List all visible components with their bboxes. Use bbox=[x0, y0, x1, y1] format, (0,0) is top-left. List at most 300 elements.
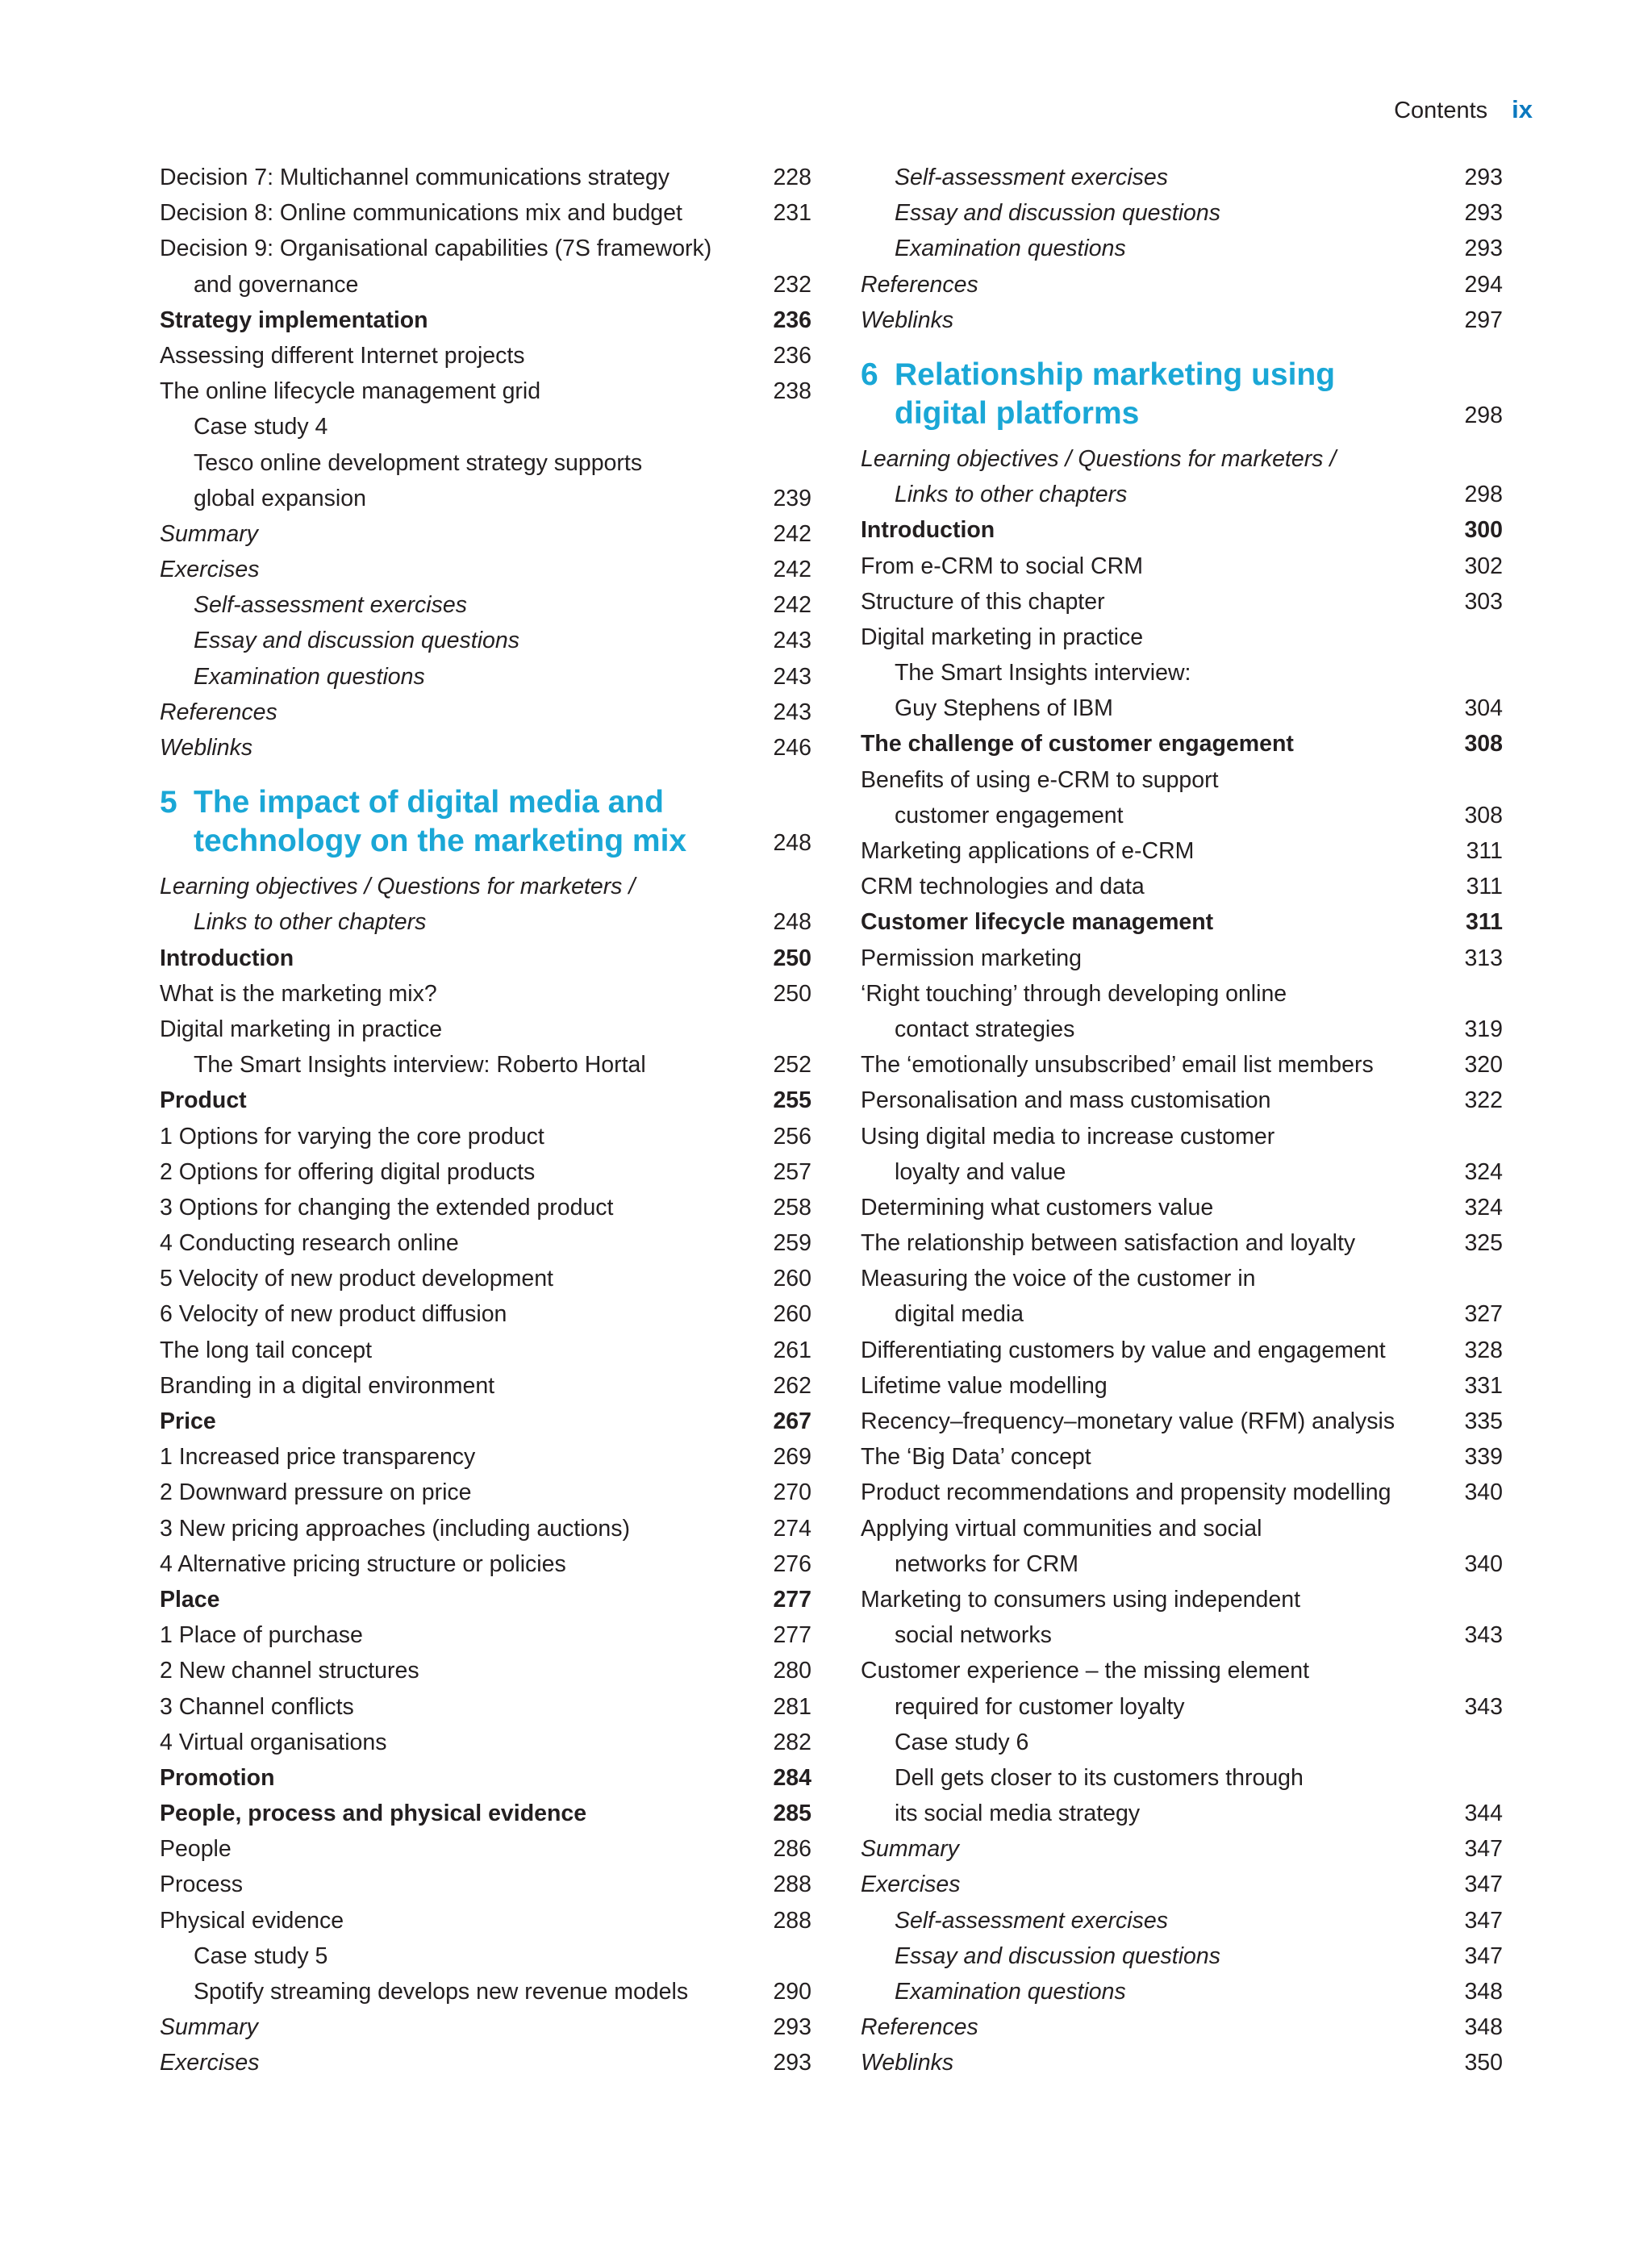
toc-entry-title: The Smart Insights interview: bbox=[895, 660, 1191, 686]
chapter-page-number: 248 bbox=[773, 830, 811, 857]
toc-entry[interactable] bbox=[861, 1796, 1512, 1831]
toc-entry-page: 327 bbox=[1464, 1301, 1503, 1328]
toc-entry-title: Customer experience – the missing element bbox=[861, 1658, 1310, 1684]
toc-entry-title: social networks bbox=[895, 1622, 1052, 1649]
toc-entry-title: Determining what customers value bbox=[861, 1194, 1214, 1221]
toc-entry-title: Decision 9: Organisational capabilities (7S framework) bbox=[160, 236, 712, 262]
toc-entry-page: 324 bbox=[1464, 1194, 1503, 1221]
toc-entry[interactable] bbox=[160, 904, 821, 940]
toc-entry-title: Digital marketing in practice bbox=[861, 624, 1144, 650]
toc-entry[interactable] bbox=[861, 231, 1512, 266]
toc-entry-title: 2 New channel structures bbox=[160, 1658, 419, 1684]
toc-entry-title: References bbox=[861, 271, 978, 298]
toc-entry-page: 231 bbox=[773, 200, 811, 227]
toc-entry-page: 269 bbox=[773, 1444, 811, 1471]
toc-entry-page: 308 bbox=[1464, 731, 1503, 757]
toc-entry[interactable] bbox=[160, 1261, 821, 1296]
toc-entry-page: 311 bbox=[1466, 874, 1503, 900]
toc-entry[interactable] bbox=[861, 691, 1512, 726]
toc-entry[interactable] bbox=[160, 1083, 821, 1118]
toc-entry-title: Strategy implementation bbox=[160, 307, 428, 333]
toc-entry-page: 303 bbox=[1464, 588, 1503, 615]
toc-entry-title: Measuring the voice of the customer in bbox=[861, 1266, 1256, 1292]
toc-entry-page: 239 bbox=[773, 485, 811, 511]
toc-entry-page: 262 bbox=[773, 1372, 811, 1399]
toc-entry-title: Essay and discussion questions bbox=[895, 200, 1220, 227]
toc-entry-title: Exercises bbox=[160, 2050, 260, 2076]
toc-entry[interactable] bbox=[861, 904, 1512, 940]
toc-entry-title: The relationship between satisfaction and loyalty bbox=[861, 1230, 1356, 1257]
toc-entry[interactable] bbox=[160, 730, 821, 766]
toc-entry[interactable] bbox=[160, 1974, 821, 2009]
toc-entry[interactable] bbox=[160, 1582, 821, 1617]
toc-entry[interactable] bbox=[861, 655, 1512, 691]
toc-entry-page: 340 bbox=[1464, 1479, 1503, 1506]
toc-entry-page: 282 bbox=[773, 1729, 811, 1755]
toc-entry-title: What is the marketing mix? bbox=[160, 980, 437, 1007]
page-folio: ix bbox=[1512, 95, 1533, 123]
toc-entry[interactable] bbox=[160, 1047, 821, 1083]
toc-entry-page: 243 bbox=[773, 699, 811, 725]
toc-entry[interactable] bbox=[861, 1582, 1512, 1617]
toc-entry-title: Essay and discussion questions bbox=[194, 628, 519, 654]
toc-entry[interactable] bbox=[861, 1938, 1512, 1974]
toc-entry[interactable] bbox=[160, 1404, 821, 1439]
toc-entry[interactable] bbox=[160, 1154, 821, 1190]
toc-entry-title: Case study 5 bbox=[194, 1942, 328, 1969]
toc-entry-title: its social media strategy bbox=[895, 1801, 1141, 1827]
toc-entry-page: 344 bbox=[1464, 1801, 1503, 1827]
toc-entry[interactable] bbox=[160, 409, 821, 444]
toc-entry[interactable] bbox=[160, 303, 821, 338]
toc-entry-page: 320 bbox=[1464, 1052, 1503, 1079]
toc-entry-title: References bbox=[861, 2014, 978, 2041]
toc-entry-title: Digital marketing in practice bbox=[160, 1016, 443, 1042]
toc-entry-title: The Smart Insights interview: Roberto Hortal bbox=[194, 1052, 646, 1079]
toc-entry-page: 293 bbox=[1464, 165, 1503, 190]
running-head-label: Contents bbox=[1394, 98, 1488, 123]
toc-entry-page: 232 bbox=[773, 271, 811, 298]
toc-entry[interactable] bbox=[861, 1404, 1512, 1439]
toc-entry-title: Examination questions bbox=[895, 1979, 1126, 2005]
toc-entry-page: 276 bbox=[773, 1550, 811, 1577]
toc-entry-title: Examination questions bbox=[194, 663, 425, 690]
toc-right-column bbox=[861, 160, 1512, 2081]
toc-entry-page: 340 bbox=[1464, 1550, 1503, 1577]
toc-entry-page: 257 bbox=[773, 1158, 811, 1185]
toc-entry-page: 259 bbox=[773, 1230, 811, 1257]
toc-entry[interactable] bbox=[160, 1225, 821, 1261]
chapter-title-line: The impact of digital media and bbox=[194, 785, 664, 820]
toc-entry[interactable] bbox=[861, 1154, 1512, 1190]
running-head bbox=[1210, 92, 1533, 128]
toc-entry-page: 277 bbox=[773, 1622, 811, 1649]
toc-entry[interactable] bbox=[861, 160, 1512, 195]
toc-entry-page: 293 bbox=[1464, 236, 1503, 262]
toc-entry-title: and governance bbox=[194, 271, 359, 298]
toc-entry-page: 246 bbox=[773, 735, 811, 761]
toc-entry-title: Weblinks bbox=[861, 2050, 954, 2076]
toc-entry-title: The long tail concept bbox=[160, 1337, 372, 1363]
toc-entry-title: Self-assessment exercises bbox=[895, 1907, 1168, 1934]
toc-entry-page: 298 bbox=[1464, 482, 1503, 508]
chapter-heading[interactable] bbox=[861, 356, 1512, 433]
toc-entry-page: 302 bbox=[1464, 553, 1503, 579]
toc-entry-title: Summary bbox=[160, 520, 258, 547]
toc-entry-page: 339 bbox=[1464, 1444, 1503, 1471]
toc-entry-title: Branding in a digital environment bbox=[160, 1372, 495, 1399]
toc-entry-page: 311 bbox=[1466, 909, 1503, 936]
chapter-title-line: Relationship marketing using bbox=[895, 357, 1336, 392]
toc-entry-page: 242 bbox=[773, 520, 811, 547]
toc-entry[interactable] bbox=[861, 1368, 1512, 1404]
toc-entry-title: Case study 6 bbox=[895, 1729, 1029, 1755]
toc-entry[interactable] bbox=[861, 762, 1512, 798]
toc-entry-page: 328 bbox=[1464, 1337, 1503, 1363]
toc-entry-title: Weblinks bbox=[160, 735, 253, 761]
toc-entry-page: 260 bbox=[773, 1266, 811, 1292]
toc-entry[interactable] bbox=[861, 267, 1512, 303]
toc-entry-title: Summary bbox=[160, 2014, 258, 2041]
toc-entry[interactable] bbox=[160, 1689, 821, 1725]
toc-entry[interactable] bbox=[861, 726, 1512, 762]
toc-entry-title: Differentiating customers by value and engagement bbox=[861, 1337, 1386, 1363]
toc-entry-title: Self-assessment exercises bbox=[895, 165, 1168, 190]
toc-entry-page: 236 bbox=[773, 307, 811, 333]
toc-entry-page: 350 bbox=[1464, 2050, 1503, 2076]
toc-entry-title: Promotion bbox=[160, 1764, 275, 1791]
toc-left-column bbox=[160, 160, 821, 2081]
toc-entry[interactable] bbox=[861, 1047, 1512, 1083]
toc-entry[interactable] bbox=[160, 231, 821, 266]
toc-entry-title: 3 New pricing approaches (including auctions) bbox=[160, 1515, 630, 1542]
toc-entry-title: Permission marketing bbox=[861, 945, 1083, 971]
toc-entry-title: 6 Velocity of new product diffusion bbox=[160, 1301, 507, 1328]
toc-entry-title: 1 Increased price transparency bbox=[160, 1444, 476, 1471]
toc-entry-page: 313 bbox=[1464, 945, 1503, 971]
toc-entry[interactable] bbox=[160, 195, 821, 231]
toc-entry[interactable] bbox=[160, 976, 821, 1012]
toc-entry[interactable] bbox=[861, 1831, 1512, 1867]
toc-entry-page: 297 bbox=[1464, 307, 1503, 333]
toc-entry-page: 293 bbox=[773, 2050, 811, 2076]
toc-entry-title: Personalisation and mass customisation bbox=[861, 1087, 1271, 1114]
toc-entry-title: 5 Velocity of new product development bbox=[160, 1266, 553, 1292]
toc-entry-page: 293 bbox=[773, 2014, 811, 2041]
toc-entry-title: Price bbox=[160, 1408, 216, 1434]
toc-entry-page: 293 bbox=[1464, 200, 1503, 227]
toc-entry-title: Place bbox=[160, 1586, 220, 1613]
toc-entry-page: 343 bbox=[1464, 1693, 1503, 1720]
toc-entry[interactable] bbox=[861, 2045, 1512, 2080]
toc-entry-title: ‘Right touching’ through developing online bbox=[861, 980, 1287, 1007]
toc-entry-page: 347 bbox=[1464, 1942, 1503, 1969]
toc-entry-title: CRM technologies and data bbox=[861, 874, 1145, 900]
toc-entry-title: Spotify streaming develops new revenue models bbox=[194, 1979, 689, 2005]
toc-entry-page: 347 bbox=[1464, 1836, 1503, 1863]
toc-entry[interactable] bbox=[160, 1296, 821, 1332]
toc-entry-title: Self-assessment exercises bbox=[194, 592, 467, 619]
toc-entry-page: 347 bbox=[1464, 1907, 1503, 1934]
toc-entry-title: People bbox=[160, 1836, 232, 1863]
toc-entry-title: Tesco online development strategy supports bbox=[194, 449, 643, 476]
toc-entry[interactable] bbox=[861, 869, 1512, 904]
toc-entry[interactable] bbox=[160, 160, 821, 195]
toc-entry-page: 281 bbox=[773, 1693, 811, 1720]
toc-entry[interactable] bbox=[861, 1190, 1512, 1225]
toc-entry-title: Examination questions bbox=[895, 236, 1126, 262]
toc-entry-title: 2 Options for offering digital products bbox=[160, 1158, 536, 1185]
toc-entry[interactable] bbox=[861, 620, 1512, 655]
toc-entry[interactable] bbox=[160, 1511, 821, 1546]
toc-entry[interactable] bbox=[861, 1511, 1512, 1546]
toc-entry-title: The ‘Big Data’ concept bbox=[861, 1444, 1091, 1471]
toc-entry[interactable] bbox=[861, 798, 1512, 833]
chapter-title-line: digital platforms bbox=[895, 395, 1140, 431]
toc-entry[interactable] bbox=[160, 659, 821, 695]
toc-entry[interactable] bbox=[861, 477, 1512, 512]
toc-entry-title: The challenge of customer engagement bbox=[861, 731, 1294, 757]
toc-entry[interactable] bbox=[861, 1617, 1512, 1653]
toc-entry-page: 248 bbox=[773, 909, 811, 936]
toc-entry-title: Links to other chapters bbox=[194, 909, 427, 936]
toc-entry[interactable] bbox=[861, 1261, 1512, 1296]
toc-entry-title: Summary bbox=[861, 1836, 959, 1863]
toc-entry-title: The ‘emotionally unsubscribed’ email list members bbox=[861, 1052, 1374, 1079]
toc-entry-page: 238 bbox=[773, 378, 811, 405]
toc-entry[interactable] bbox=[160, 1938, 821, 1974]
toc-entry[interactable] bbox=[160, 1012, 821, 1047]
toc-entry-title: Case study 4 bbox=[194, 414, 328, 440]
toc-entry[interactable] bbox=[160, 267, 821, 303]
toc-entry-title: Guy Stephens of IBM bbox=[895, 695, 1113, 722]
chapter-page-number: 298 bbox=[1464, 402, 1503, 428]
toc-entry[interactable] bbox=[160, 516, 821, 552]
toc-entry-page: 290 bbox=[773, 1979, 811, 2005]
toc-entry-page: 311 bbox=[1466, 838, 1503, 864]
toc-entry[interactable] bbox=[160, 623, 821, 658]
toc-entry-page: 270 bbox=[773, 1479, 811, 1506]
toc-entry-title: Lifetime value modelling bbox=[861, 1372, 1108, 1399]
toc-entry[interactable] bbox=[160, 552, 821, 587]
toc-entry-page: 260 bbox=[773, 1301, 811, 1328]
toc-entry-title: Using digital media to increase customer bbox=[861, 1123, 1275, 1150]
toc-entry-page: 331 bbox=[1464, 1372, 1503, 1399]
toc-entry[interactable] bbox=[160, 1903, 821, 1938]
toc-entry[interactable] bbox=[861, 195, 1512, 231]
toc-entry-page: 250 bbox=[773, 980, 811, 1007]
toc-entry-page: 255 bbox=[773, 1087, 811, 1114]
toc-entry-page: 325 bbox=[1464, 1230, 1503, 1257]
toc-entry[interactable] bbox=[160, 941, 821, 976]
toc-entry[interactable] bbox=[861, 1760, 1512, 1796]
toc-entry-page: 228 bbox=[773, 165, 811, 190]
toc-entry[interactable] bbox=[861, 1475, 1512, 1510]
toc-entry[interactable] bbox=[160, 445, 821, 481]
chapter-number: 6 bbox=[861, 357, 878, 392]
toc-entry-title: Physical evidence bbox=[160, 1907, 344, 1934]
toc-entry-page: 286 bbox=[773, 1836, 811, 1863]
toc-entry-title: Applying virtual communities and social bbox=[861, 1515, 1262, 1542]
chapter-number: 5 bbox=[160, 785, 177, 820]
toc-entry[interactable] bbox=[861, 941, 1512, 976]
toc-entry-title: global expansion bbox=[194, 485, 366, 511]
toc-entry-title: required for customer loyalty bbox=[895, 1693, 1185, 1720]
toc-entry-page: 288 bbox=[773, 1907, 811, 1934]
toc-entry[interactable] bbox=[861, 1439, 1512, 1475]
chapter-heading[interactable] bbox=[160, 783, 821, 861]
toc-entry[interactable] bbox=[160, 1653, 821, 1688]
toc-entry-title: Exercises bbox=[861, 1872, 961, 1898]
toc-entry-page: 261 bbox=[773, 1337, 811, 1363]
toc-entry-title: digital media bbox=[895, 1301, 1024, 1328]
toc-entry[interactable] bbox=[861, 2009, 1512, 2045]
toc-entry-title: Learning objectives / Questions for marketers / bbox=[861, 445, 1337, 472]
toc-entry-title: Product recommendations and propensity modelling bbox=[861, 1479, 1391, 1506]
toc-entry[interactable] bbox=[160, 1546, 821, 1582]
toc-entry[interactable] bbox=[861, 1689, 1512, 1725]
toc-entry[interactable] bbox=[160, 1760, 821, 1796]
toc-entry-title: 1 Options for varying the core product bbox=[160, 1123, 544, 1150]
toc-entry[interactable] bbox=[861, 1012, 1512, 1047]
toc-entry-title: The online lifecycle management grid bbox=[160, 378, 541, 405]
toc-entry[interactable] bbox=[160, 1190, 821, 1225]
toc-entry[interactable] bbox=[160, 2009, 821, 2045]
toc-entry-title: Weblinks bbox=[861, 307, 954, 333]
toc-entry-page: 335 bbox=[1464, 1408, 1503, 1434]
toc-entry-page: 285 bbox=[773, 1801, 811, 1827]
toc-entry-title: Decision 8: Online communications mix and budget bbox=[160, 200, 682, 227]
toc-entry-title: contact strategies bbox=[895, 1016, 1075, 1042]
toc-entry[interactable] bbox=[160, 1119, 821, 1154]
toc-entry-title: Recency–frequency–monetary value (RFM) analysis bbox=[861, 1408, 1395, 1434]
toc-entry[interactable] bbox=[861, 1083, 1512, 1118]
toc-entry-page: 308 bbox=[1464, 802, 1503, 828]
toc-entry[interactable] bbox=[160, 1867, 821, 1902]
toc-entry[interactable] bbox=[160, 869, 821, 904]
toc-entry-page: 243 bbox=[773, 663, 811, 690]
toc-entry[interactable] bbox=[160, 1333, 821, 1368]
toc-entry-page: 322 bbox=[1464, 1087, 1503, 1114]
toc-entry-title: Learning objectives / Questions for marketers / bbox=[160, 874, 636, 900]
toc-entry[interactable] bbox=[861, 1225, 1512, 1261]
toc-entry-title: Decision 7: Multichannel communications strategy bbox=[160, 165, 670, 190]
toc-entry-page: 242 bbox=[773, 557, 811, 583]
toc-entry-page: 304 bbox=[1464, 695, 1503, 722]
toc-entry[interactable] bbox=[160, 2045, 821, 2080]
toc-entry-title: customer engagement bbox=[895, 802, 1124, 828]
toc-entry-title: Dell gets closer to its customers through bbox=[895, 1764, 1304, 1791]
toc-entry[interactable] bbox=[160, 695, 821, 730]
toc-entry-title: Assessing different Internet projects bbox=[160, 342, 525, 369]
toc-entry[interactable] bbox=[861, 584, 1512, 620]
toc-entry[interactable] bbox=[160, 1368, 821, 1404]
toc-entry-title: Benefits of using e-CRM to support bbox=[861, 766, 1219, 793]
toc-entry[interactable] bbox=[160, 1475, 821, 1510]
toc-entry-page: 319 bbox=[1464, 1016, 1503, 1042]
toc-entry-title: Introduction bbox=[861, 517, 995, 544]
toc-entry-page: 267 bbox=[773, 1408, 811, 1434]
toc-entry[interactable] bbox=[861, 1974, 1512, 2009]
toc-entry[interactable] bbox=[160, 1796, 821, 1831]
toc-entry-page: 348 bbox=[1464, 2014, 1503, 2041]
toc-entry[interactable] bbox=[861, 976, 1512, 1012]
toc-entry-page: 348 bbox=[1464, 1979, 1503, 2005]
toc-entry-page: 277 bbox=[773, 1586, 811, 1613]
toc-entry-title: 4 Virtual organisations bbox=[160, 1729, 387, 1755]
toc-entry-page: 258 bbox=[773, 1194, 811, 1221]
toc-entry[interactable] bbox=[160, 1831, 821, 1867]
toc-entry-page: 256 bbox=[773, 1123, 811, 1150]
toc-entry-page: 288 bbox=[773, 1872, 811, 1898]
toc-entry[interactable] bbox=[160, 338, 821, 373]
toc-entry[interactable] bbox=[861, 833, 1512, 869]
toc-entry-title: Process bbox=[160, 1872, 243, 1898]
toc-entry[interactable] bbox=[160, 587, 821, 623]
toc-entry-title: loyalty and value bbox=[895, 1158, 1066, 1185]
toc-entry[interactable] bbox=[861, 512, 1512, 548]
toc-entry[interactable] bbox=[861, 549, 1512, 584]
toc-entry-title: From e-CRM to social CRM bbox=[861, 553, 1143, 579]
toc-entry-page: 242 bbox=[773, 592, 811, 619]
toc-entry[interactable] bbox=[160, 1725, 821, 1760]
toc-entry[interactable] bbox=[861, 303, 1512, 338]
toc-entry[interactable] bbox=[861, 441, 1512, 477]
toc-entry-page: 252 bbox=[773, 1052, 811, 1079]
toc-entry[interactable] bbox=[861, 1546, 1512, 1582]
toc-entry[interactable] bbox=[160, 1439, 821, 1475]
toc-entry-page: 343 bbox=[1464, 1622, 1503, 1649]
toc-entry-title: References bbox=[160, 699, 277, 725]
toc-entry[interactable] bbox=[861, 1119, 1512, 1154]
toc-entry-title: 2 Downward pressure on price bbox=[160, 1479, 472, 1506]
toc-entry[interactable] bbox=[861, 1725, 1512, 1760]
toc-entry-page: 280 bbox=[773, 1658, 811, 1684]
toc-entry-page: 236 bbox=[773, 342, 811, 369]
toc-entry-page: 347 bbox=[1464, 1872, 1503, 1898]
toc-entry-title: People, process and physical evidence bbox=[160, 1801, 587, 1827]
toc-entry-title: Marketing applications of e-CRM bbox=[861, 838, 1195, 864]
toc-entry-title: Essay and discussion questions bbox=[895, 1942, 1220, 1969]
toc-entry-title: 4 Alternative pricing structure or policies bbox=[160, 1550, 566, 1577]
toc-entry-title: 3 Channel conflicts bbox=[160, 1693, 354, 1720]
toc-entry-title: Structure of this chapter bbox=[861, 588, 1105, 615]
toc-entry-title: Product bbox=[160, 1087, 247, 1114]
chapter-title-line: technology on the marketing mix bbox=[194, 824, 687, 859]
toc-entry-page: 294 bbox=[1464, 271, 1503, 298]
toc-entry-page: 274 bbox=[773, 1515, 811, 1542]
toc-entry-page: 324 bbox=[1464, 1158, 1503, 1185]
toc-entry[interactable] bbox=[160, 1617, 821, 1653]
toc-entry-page: 243 bbox=[773, 628, 811, 654]
toc-entry[interactable] bbox=[861, 1333, 1512, 1368]
toc-entry-title: Customer lifecycle management bbox=[861, 909, 1214, 936]
toc-entry-title: Marketing to consumers using independent bbox=[861, 1586, 1300, 1613]
toc-entry[interactable] bbox=[861, 1653, 1512, 1688]
toc-entry-title: Links to other chapters bbox=[895, 482, 1128, 508]
toc-entry[interactable] bbox=[160, 481, 821, 516]
toc-entry-title: 3 Options for changing the extended product bbox=[160, 1194, 614, 1221]
toc-entry[interactable] bbox=[160, 373, 821, 409]
toc-entry-title: 1 Place of purchase bbox=[160, 1622, 363, 1649]
toc-entry-page: 300 bbox=[1464, 517, 1503, 544]
toc-entry-title: 4 Conducting research online bbox=[160, 1230, 459, 1257]
toc-entry[interactable] bbox=[861, 1903, 1512, 1938]
toc-entry-title: Exercises bbox=[160, 557, 260, 583]
toc-entry[interactable] bbox=[861, 1867, 1512, 1902]
toc-entry[interactable] bbox=[861, 1296, 1512, 1332]
toc-entry-page: 250 bbox=[773, 945, 811, 971]
